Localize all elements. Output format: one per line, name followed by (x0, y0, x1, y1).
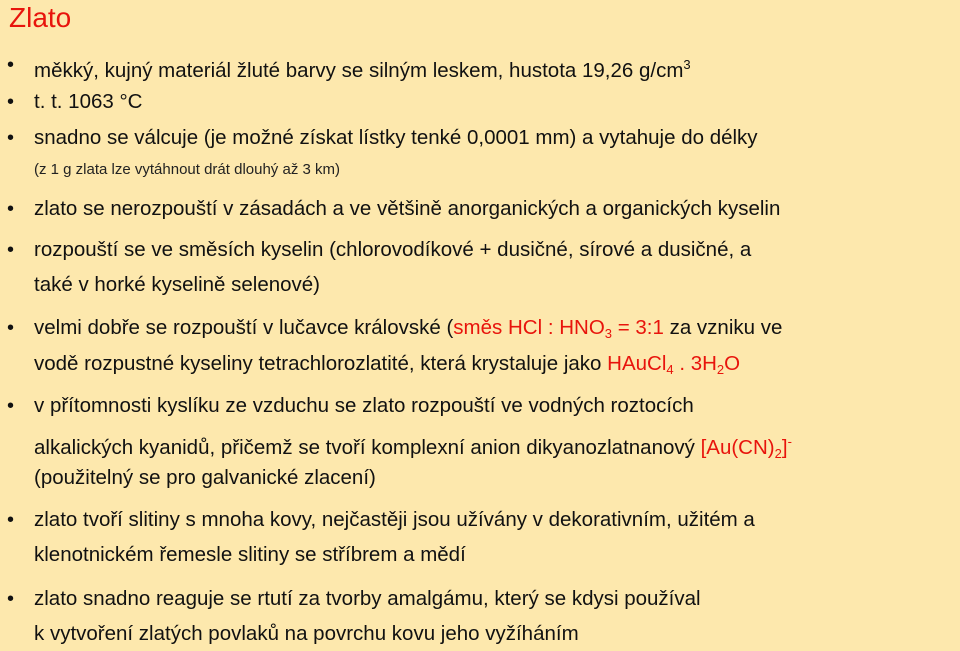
formula-red: HAuCl (607, 352, 667, 375)
bullet-text: měkký, kujný materiál žluté barvy se silným leskem, hustota 19,26 g/cm (34, 59, 684, 82)
bullet-icon: • (7, 588, 15, 610)
formula-red: = 3:1 (612, 316, 664, 339)
bullet-icon: • (7, 127, 15, 149)
bullet-text: snadno se válcuje (je možné získat lístky tenké 0,0001 mm) a vytahuje do délky (34, 126, 758, 149)
bullet-icon: • (7, 395, 15, 417)
bullet-text: t. t. 1063 °C (34, 90, 143, 113)
subscript: 4 (666, 362, 674, 377)
superscript: 3 (683, 57, 691, 72)
bullet-text: zlato se nerozpouští v zásadách a ve většině anorganických a organických kyselin (34, 197, 781, 220)
bullet-icon: • (7, 509, 15, 531)
bullet-text: v přítomnosti kyslíku ze vzduchu se zlato rozpouští ve vodných roztocích (34, 394, 694, 417)
slide-title: Zlato (9, 2, 72, 33)
superscript: - (787, 434, 792, 449)
bullet-icon: • (7, 54, 15, 76)
formula-red: O (724, 352, 741, 375)
bullet-text: také v horké kyselině selenové) (34, 273, 321, 296)
subscript: 2 (774, 446, 782, 461)
formula-red: směs HCl : HNO (453, 316, 605, 339)
bullet-text: (použitelný se pro galvanické zlacení) (34, 466, 376, 489)
bullet-text: rozpouští se ve směsích kyselin (chlorovodíkové + dusičné, sírové a dusičné, a (34, 238, 752, 261)
bullet-note: (z 1 g zlata lze vytáhnout drát dlouhý až 3 km) (34, 161, 340, 178)
bullet-text: zlato snadno reaguje se rtutí za tvorby amalgámu, který se kdysi používal (34, 587, 701, 610)
formula-red: [Au(CN) (700, 436, 775, 459)
subscript: 2 (716, 362, 725, 377)
bullet-text: klenotnickém řemesle slitiny se stříbrem a mědí (34, 543, 466, 566)
bullet-text: velmi dobře se rozpouští v lučavce královské ( (34, 316, 454, 339)
bullet-text: alkalických kyanidů, přičemž se tvoří komplexní anion dikyanozlatnanový (34, 436, 701, 459)
bullet-text: vodě rozpustné kyseliny tetrachlorozlatité, která krystaluje jako (34, 352, 608, 375)
bullet-icon: • (7, 239, 15, 261)
bullet-icon: • (7, 91, 15, 113)
bullet-text: za vzniku ve (663, 316, 783, 339)
formula-red: ] (781, 436, 788, 459)
bullet-icon: • (7, 317, 15, 339)
bullet-text: k vytvoření zlatých povlaků na povrchu kovu jeho vyžíháním (34, 622, 579, 645)
bullet-text: zlato tvoří slitiny s mnoha kovy, nejčastěji jsou užívány v dekorativním, užitém a (34, 508, 755, 531)
formula-red: . 3H (673, 352, 717, 375)
subscript: 3 (604, 326, 612, 341)
bullet-icon: • (7, 198, 15, 220)
